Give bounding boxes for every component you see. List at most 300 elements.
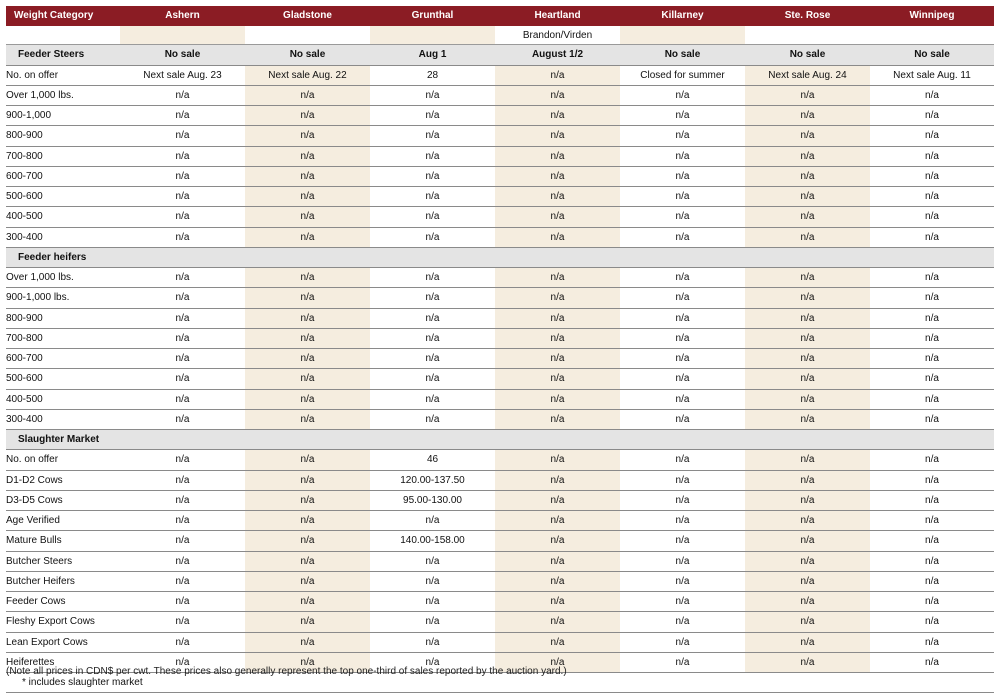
- price-cell-grunthal: n/a: [370, 511, 495, 531]
- table-row: [6, 632, 994, 652]
- price-cell-killarney: n/a: [620, 207, 745, 227]
- row-label: 700-800: [6, 146, 120, 166]
- price-cell-gladstone: n/a: [245, 268, 370, 288]
- footnote: * includes slaughter market: [6, 673, 994, 693]
- price-cell-heartland: n/a: [495, 652, 620, 672]
- price-cell-winnipeg: n/a: [870, 106, 994, 126]
- price-cell-killarney: Closed for summer: [620, 65, 745, 85]
- price-cell-ste-rose: Next sale Aug. 24: [745, 65, 870, 85]
- price-cell-grunthal: n/a: [370, 85, 495, 105]
- row-label: 800-900: [6, 126, 120, 146]
- table-row: [6, 288, 994, 308]
- price-cell-ashern: n/a: [120, 612, 245, 632]
- header-row: [6, 6, 994, 26]
- price-cell-ashern: n/a: [120, 409, 245, 429]
- subheader-cell: Brandon/Virden: [495, 26, 620, 45]
- row-label: Feeder Cows: [6, 592, 120, 612]
- price-cell-heartland: n/a: [495, 85, 620, 105]
- price-cell-gladstone: n/a: [245, 207, 370, 227]
- section-value: [495, 247, 620, 267]
- price-cell-gladstone: n/a: [245, 369, 370, 389]
- section-value: No sale: [870, 45, 994, 65]
- price-cell-ashern: n/a: [120, 450, 245, 470]
- price-cell-ste-rose: n/a: [745, 592, 870, 612]
- section-feeder-steers: [6, 45, 994, 65]
- price-cell-grunthal: n/a: [370, 632, 495, 652]
- table-row: [6, 531, 994, 551]
- row-label: Butcher Steers: [6, 551, 120, 571]
- price-cell-gladstone: n/a: [245, 106, 370, 126]
- price-cell-ste-rose: n/a: [745, 470, 870, 490]
- price-cell-grunthal: n/a: [370, 106, 495, 126]
- price-cell-gladstone: n/a: [245, 308, 370, 328]
- price-cell-winnipeg: n/a: [870, 389, 994, 409]
- price-cell-heartland: n/a: [495, 632, 620, 652]
- row-label: Over 1,000 lbs.: [6, 268, 120, 288]
- price-cell-winnipeg: n/a: [870, 490, 994, 510]
- section-value: Aug 1: [370, 45, 495, 65]
- row-label: D1-D2 Cows: [6, 470, 120, 490]
- price-cell-winnipeg: n/a: [870, 187, 994, 207]
- table-row: [6, 349, 994, 369]
- table-row: [6, 369, 994, 389]
- table-row: [6, 450, 994, 470]
- price-cell-gladstone: n/a: [245, 592, 370, 612]
- table-row: [6, 85, 994, 105]
- price-cell-grunthal: n/a: [370, 571, 495, 591]
- price-cell-ste-rose: n/a: [745, 612, 870, 632]
- price-cell-winnipeg: n/a: [870, 146, 994, 166]
- price-cell-killarney: n/a: [620, 308, 745, 328]
- price-cell-winnipeg: n/a: [870, 450, 994, 470]
- section-value: [245, 430, 370, 450]
- price-cell-winnipeg: n/a: [870, 551, 994, 571]
- header-ste-rose: Ste. Rose: [745, 6, 870, 26]
- price-cell-killarney: n/a: [620, 349, 745, 369]
- price-cell-killarney: n/a: [620, 85, 745, 105]
- header-heartland: Heartland: [495, 6, 620, 26]
- table-row: [6, 551, 994, 571]
- section-value: No sale: [620, 45, 745, 65]
- price-cell-killarney: n/a: [620, 268, 745, 288]
- price-cell-killarney: n/a: [620, 288, 745, 308]
- price-cell-ashern: n/a: [120, 268, 245, 288]
- section-value: [495, 430, 620, 450]
- table-row: [6, 389, 994, 409]
- price-cell-ashern: n/a: [120, 389, 245, 409]
- price-cell-grunthal: 120.00-137.50: [370, 470, 495, 490]
- row-label: 900-1,000: [6, 106, 120, 126]
- price-cell-killarney: n/a: [620, 571, 745, 591]
- price-cell-gladstone: n/a: [245, 85, 370, 105]
- price-cell-winnipeg: n/a: [870, 632, 994, 652]
- price-cell-gladstone: n/a: [245, 187, 370, 207]
- subheader-cell: [6, 26, 120, 45]
- section-value: [745, 430, 870, 450]
- price-cell-grunthal: n/a: [370, 187, 495, 207]
- price-cell-heartland: n/a: [495, 268, 620, 288]
- price-cell-grunthal: 140.00-158.00: [370, 531, 495, 551]
- section-value: No sale: [120, 45, 245, 65]
- price-cell-killarney: n/a: [620, 490, 745, 510]
- price-cell-gladstone: n/a: [245, 288, 370, 308]
- price-cell-killarney: n/a: [620, 652, 745, 672]
- price-cell-winnipeg: n/a: [870, 409, 994, 429]
- header-killarney: Killarney: [620, 6, 745, 26]
- price-cell-ashern: n/a: [120, 85, 245, 105]
- price-cell-heartland: n/a: [495, 207, 620, 227]
- price-cell-heartland: n/a: [495, 146, 620, 166]
- price-cell-heartland: n/a: [495, 308, 620, 328]
- price-cell-gladstone: n/a: [245, 146, 370, 166]
- price-cell-heartland: n/a: [495, 106, 620, 126]
- price-cell-ste-rose: n/a: [745, 531, 870, 551]
- price-cell-gladstone: Next sale Aug. 22: [245, 65, 370, 85]
- price-cell-winnipeg: n/a: [870, 470, 994, 490]
- subheader-cell: [120, 26, 245, 45]
- price-cell-killarney: n/a: [620, 187, 745, 207]
- row-label: 600-700: [6, 166, 120, 186]
- price-cell-heartland: n/a: [495, 450, 620, 470]
- price-cell-ste-rose: n/a: [745, 85, 870, 105]
- price-cell-grunthal: n/a: [370, 592, 495, 612]
- price-cell-ashern: n/a: [120, 470, 245, 490]
- price-cell-grunthal: n/a: [370, 409, 495, 429]
- price-cell-heartland: n/a: [495, 187, 620, 207]
- price-cell-killarney: n/a: [620, 106, 745, 126]
- price-cell-winnipeg: n/a: [870, 369, 994, 389]
- price-cell-killarney: n/a: [620, 551, 745, 571]
- price-cell-winnipeg: n/a: [870, 328, 994, 348]
- price-cell-gladstone: n/a: [245, 349, 370, 369]
- price-cell-ste-rose: n/a: [745, 389, 870, 409]
- price-cell-gladstone: n/a: [245, 166, 370, 186]
- row-label: 400-500: [6, 207, 120, 227]
- price-cell-gladstone: n/a: [245, 227, 370, 247]
- price-cell-winnipeg: Next sale Aug. 11: [870, 65, 994, 85]
- table-row: [6, 268, 994, 288]
- price-cell-grunthal: n/a: [370, 288, 495, 308]
- price-cell-heartland: n/a: [495, 126, 620, 146]
- section-value: [870, 247, 994, 267]
- price-cell-winnipeg: n/a: [870, 85, 994, 105]
- table-row: [6, 328, 994, 348]
- price-cell-heartland: n/a: [495, 227, 620, 247]
- price-cell-heartland: n/a: [495, 389, 620, 409]
- price-cell-winnipeg: n/a: [870, 592, 994, 612]
- price-cell-ste-rose: n/a: [745, 187, 870, 207]
- price-cell-ashern: n/a: [120, 592, 245, 612]
- price-cell-ashern: n/a: [120, 531, 245, 551]
- price-cell-ashern: n/a: [120, 106, 245, 126]
- row-label: 400-500: [6, 389, 120, 409]
- price-cell-heartland: n/a: [495, 65, 620, 85]
- price-cell-ste-rose: n/a: [745, 571, 870, 591]
- subheader-cell: [745, 26, 870, 45]
- price-cell-grunthal: n/a: [370, 146, 495, 166]
- table-row: [6, 65, 994, 85]
- table-row: [6, 409, 994, 429]
- price-cell-gladstone: n/a: [245, 450, 370, 470]
- price-cell-winnipeg: n/a: [870, 612, 994, 632]
- header-gladstone: Gladstone: [245, 6, 370, 26]
- price-cell-heartland: n/a: [495, 349, 620, 369]
- price-cell-ste-rose: n/a: [745, 308, 870, 328]
- price-cell-grunthal: n/a: [370, 207, 495, 227]
- price-cell-killarney: n/a: [620, 389, 745, 409]
- row-label: No. on offer: [6, 65, 120, 85]
- price-cell-grunthal: 46: [370, 450, 495, 470]
- price-cell-ste-rose: n/a: [745, 409, 870, 429]
- price-cell-ashern: n/a: [120, 511, 245, 531]
- price-cell-ste-rose: n/a: [745, 369, 870, 389]
- price-cell-grunthal: n/a: [370, 126, 495, 146]
- table-row: [6, 490, 994, 510]
- price-cell-ashern: n/a: [120, 187, 245, 207]
- price-cell-grunthal: 95.00-130.00: [370, 490, 495, 510]
- row-label: 900-1,000 lbs.: [6, 288, 120, 308]
- price-cell-heartland: n/a: [495, 531, 620, 551]
- section-value: [370, 430, 495, 450]
- price-cell-grunthal: n/a: [370, 308, 495, 328]
- section-value: [120, 247, 245, 267]
- price-cell-killarney: n/a: [620, 612, 745, 632]
- price-cell-winnipeg: n/a: [870, 531, 994, 551]
- price-cell-heartland: n/a: [495, 571, 620, 591]
- price-cell-ashern: Next sale Aug. 23: [120, 65, 245, 85]
- table-row: [6, 592, 994, 612]
- price-cell-gladstone: n/a: [245, 531, 370, 551]
- price-cell-killarney: n/a: [620, 227, 745, 247]
- row-label: Butcher Heifers: [6, 571, 120, 591]
- table-body: [6, 26, 994, 693]
- price-cell-ashern: n/a: [120, 490, 245, 510]
- price-cell-heartland: n/a: [495, 612, 620, 632]
- price-cell-winnipeg: n/a: [870, 268, 994, 288]
- price-cell-ste-rose: n/a: [745, 349, 870, 369]
- price-cell-ashern: n/a: [120, 166, 245, 186]
- price-cell-gladstone: n/a: [245, 126, 370, 146]
- price-cell-grunthal: n/a: [370, 349, 495, 369]
- section-value: [745, 247, 870, 267]
- price-cell-ashern: n/a: [120, 652, 245, 672]
- price-table: [6, 6, 994, 693]
- row-label: Over 1,000 lbs.: [6, 85, 120, 105]
- table-row: [6, 166, 994, 186]
- price-cell-ashern: n/a: [120, 227, 245, 247]
- price-cell-ashern: n/a: [120, 349, 245, 369]
- price-cell-heartland: n/a: [495, 592, 620, 612]
- section-value: [370, 247, 495, 267]
- price-cell-killarney: n/a: [620, 126, 745, 146]
- price-cell-grunthal: n/a: [370, 652, 495, 672]
- price-cell-ste-rose: n/a: [745, 652, 870, 672]
- price-cell-heartland: n/a: [495, 470, 620, 490]
- price-cell-winnipeg: n/a: [870, 207, 994, 227]
- table-row: [6, 511, 994, 531]
- price-cell-grunthal: n/a: [370, 551, 495, 571]
- subheader-cell: [620, 26, 745, 45]
- price-cell-ashern: n/a: [120, 328, 245, 348]
- section-value: [620, 247, 745, 267]
- section-value: No sale: [245, 45, 370, 65]
- price-cell-gladstone: n/a: [245, 511, 370, 531]
- price-cell-grunthal: n/a: [370, 328, 495, 348]
- price-cell-ste-rose: n/a: [745, 268, 870, 288]
- price-cell-ste-rose: n/a: [745, 450, 870, 470]
- price-cell-ste-rose: n/a: [745, 511, 870, 531]
- price-cell-winnipeg: n/a: [870, 308, 994, 328]
- section-value: [870, 430, 994, 450]
- price-cell-heartland: n/a: [495, 288, 620, 308]
- price-cell-killarney: n/a: [620, 328, 745, 348]
- section-value: [120, 430, 245, 450]
- price-cell-gladstone: n/a: [245, 409, 370, 429]
- row-label: 700-800: [6, 328, 120, 348]
- price-cell-ashern: n/a: [120, 308, 245, 328]
- price-cell-killarney: n/a: [620, 470, 745, 490]
- section-value: [620, 430, 745, 450]
- price-cell-gladstone: n/a: [245, 612, 370, 632]
- price-cell-grunthal: n/a: [370, 166, 495, 186]
- price-cell-heartland: n/a: [495, 328, 620, 348]
- price-cell-grunthal: n/a: [370, 612, 495, 632]
- price-cell-gladstone: n/a: [245, 470, 370, 490]
- row-label: D3-D5 Cows: [6, 490, 120, 510]
- price-cell-killarney: n/a: [620, 511, 745, 531]
- price-cell-heartland: n/a: [495, 409, 620, 429]
- price-cell-ste-rose: n/a: [745, 227, 870, 247]
- price-cell-ashern: n/a: [120, 632, 245, 652]
- price-cell-ashern: n/a: [120, 126, 245, 146]
- price-cell-killarney: n/a: [620, 531, 745, 551]
- price-cell-heartland: n/a: [495, 551, 620, 571]
- row-label: 500-600: [6, 369, 120, 389]
- section-value: [245, 247, 370, 267]
- row-label: Fleshy Export Cows: [6, 612, 120, 632]
- price-cell-killarney: n/a: [620, 166, 745, 186]
- price-cell-ste-rose: n/a: [745, 126, 870, 146]
- price-cell-ashern: n/a: [120, 207, 245, 227]
- price-cell-grunthal: n/a: [370, 227, 495, 247]
- row-label: 600-700: [6, 349, 120, 369]
- price-cell-ashern: n/a: [120, 369, 245, 389]
- section-value: No sale: [745, 45, 870, 65]
- price-cell-killarney: n/a: [620, 369, 745, 389]
- price-cell-winnipeg: n/a: [870, 288, 994, 308]
- section-title: Feeder heifers: [6, 247, 120, 267]
- price-cell-heartland: n/a: [495, 166, 620, 186]
- price-cell-ste-rose: n/a: [745, 207, 870, 227]
- row-label: Mature Bulls: [6, 531, 120, 551]
- price-cell-gladstone: n/a: [245, 571, 370, 591]
- table-row: [6, 106, 994, 126]
- price-cell-killarney: n/a: [620, 632, 745, 652]
- price-cell-winnipeg: n/a: [870, 571, 994, 591]
- price-cell-heartland: n/a: [495, 511, 620, 531]
- row-label: Heiferettes: [6, 652, 120, 672]
- price-cell-gladstone: n/a: [245, 389, 370, 409]
- section-feeder-heifers: [6, 247, 994, 267]
- header-weight-category: Weight Category: [6, 6, 120, 26]
- price-cell-ashern: n/a: [120, 146, 245, 166]
- price-cell-killarney: n/a: [620, 592, 745, 612]
- price-cell-grunthal: n/a: [370, 268, 495, 288]
- header-ashern: Ashern: [120, 6, 245, 26]
- row-label: 800-900: [6, 308, 120, 328]
- section-slaughter-market: [6, 430, 994, 450]
- section-title: Feeder Steers: [6, 45, 120, 65]
- price-cell-ste-rose: n/a: [745, 146, 870, 166]
- row-label: 300-400: [6, 409, 120, 429]
- price-cell-gladstone: n/a: [245, 652, 370, 672]
- price-cell-grunthal: n/a: [370, 389, 495, 409]
- section-value: August 1/2: [495, 45, 620, 65]
- price-cell-gladstone: n/a: [245, 632, 370, 652]
- price-cell-winnipeg: n/a: [870, 511, 994, 531]
- section-title: Slaughter Market: [6, 430, 120, 450]
- table-row: [6, 470, 994, 490]
- price-cell-ashern: n/a: [120, 571, 245, 591]
- price-cell-ste-rose: n/a: [745, 328, 870, 348]
- row-label: Age Verified: [6, 511, 120, 531]
- price-cell-winnipeg: n/a: [870, 349, 994, 369]
- price-cell-winnipeg: n/a: [870, 652, 994, 672]
- price-cell-winnipeg: n/a: [870, 126, 994, 146]
- price-cell-gladstone: n/a: [245, 328, 370, 348]
- price-cell-ste-rose: n/a: [745, 166, 870, 186]
- price-cell-gladstone: n/a: [245, 490, 370, 510]
- subheader-cell: [245, 26, 370, 45]
- price-cell-ste-rose: n/a: [745, 106, 870, 126]
- table-row: [6, 126, 994, 146]
- table-row: [6, 571, 994, 591]
- subheader-row: [6, 26, 994, 45]
- header-grunthal: Grunthal: [370, 6, 495, 26]
- price-cell-killarney: n/a: [620, 146, 745, 166]
- price-cell-killarney: n/a: [620, 450, 745, 470]
- table-row: [6, 207, 994, 227]
- price-cell-gladstone: n/a: [245, 551, 370, 571]
- row-label: No. on offer: [6, 450, 120, 470]
- row-label: 300-400: [6, 227, 120, 247]
- table-row: [6, 187, 994, 207]
- price-cell-grunthal: n/a: [370, 369, 495, 389]
- price-cell-heartland: n/a: [495, 369, 620, 389]
- price-cell-ashern: n/a: [120, 551, 245, 571]
- table-row: [6, 612, 994, 632]
- header-winnipeg: Winnipeg: [870, 6, 994, 26]
- price-cell-ste-rose: n/a: [745, 490, 870, 510]
- price-note: (Note all prices in CDN$ per cwt. These prices also generally represent the top one-third of sales reported by the auction yard.): [6, 666, 567, 677]
- price-cell-winnipeg: n/a: [870, 227, 994, 247]
- price-cell-ste-rose: n/a: [745, 551, 870, 571]
- price-cell-grunthal: 28: [370, 65, 495, 85]
- price-cell-ashern: n/a: [120, 288, 245, 308]
- price-cell-ste-rose: n/a: [745, 632, 870, 652]
- price-cell-killarney: n/a: [620, 409, 745, 429]
- price-cell-winnipeg: n/a: [870, 166, 994, 186]
- table-row: [6, 227, 994, 247]
- subheader-cell: [870, 26, 994, 45]
- row-label: Lean Export Cows: [6, 632, 120, 652]
- row-label: 500-600: [6, 187, 120, 207]
- price-cell-heartland: n/a: [495, 490, 620, 510]
- table-row: [6, 308, 994, 328]
- table-row: [6, 146, 994, 166]
- price-cell-ste-rose: n/a: [745, 288, 870, 308]
- subheader-cell: [370, 26, 495, 45]
